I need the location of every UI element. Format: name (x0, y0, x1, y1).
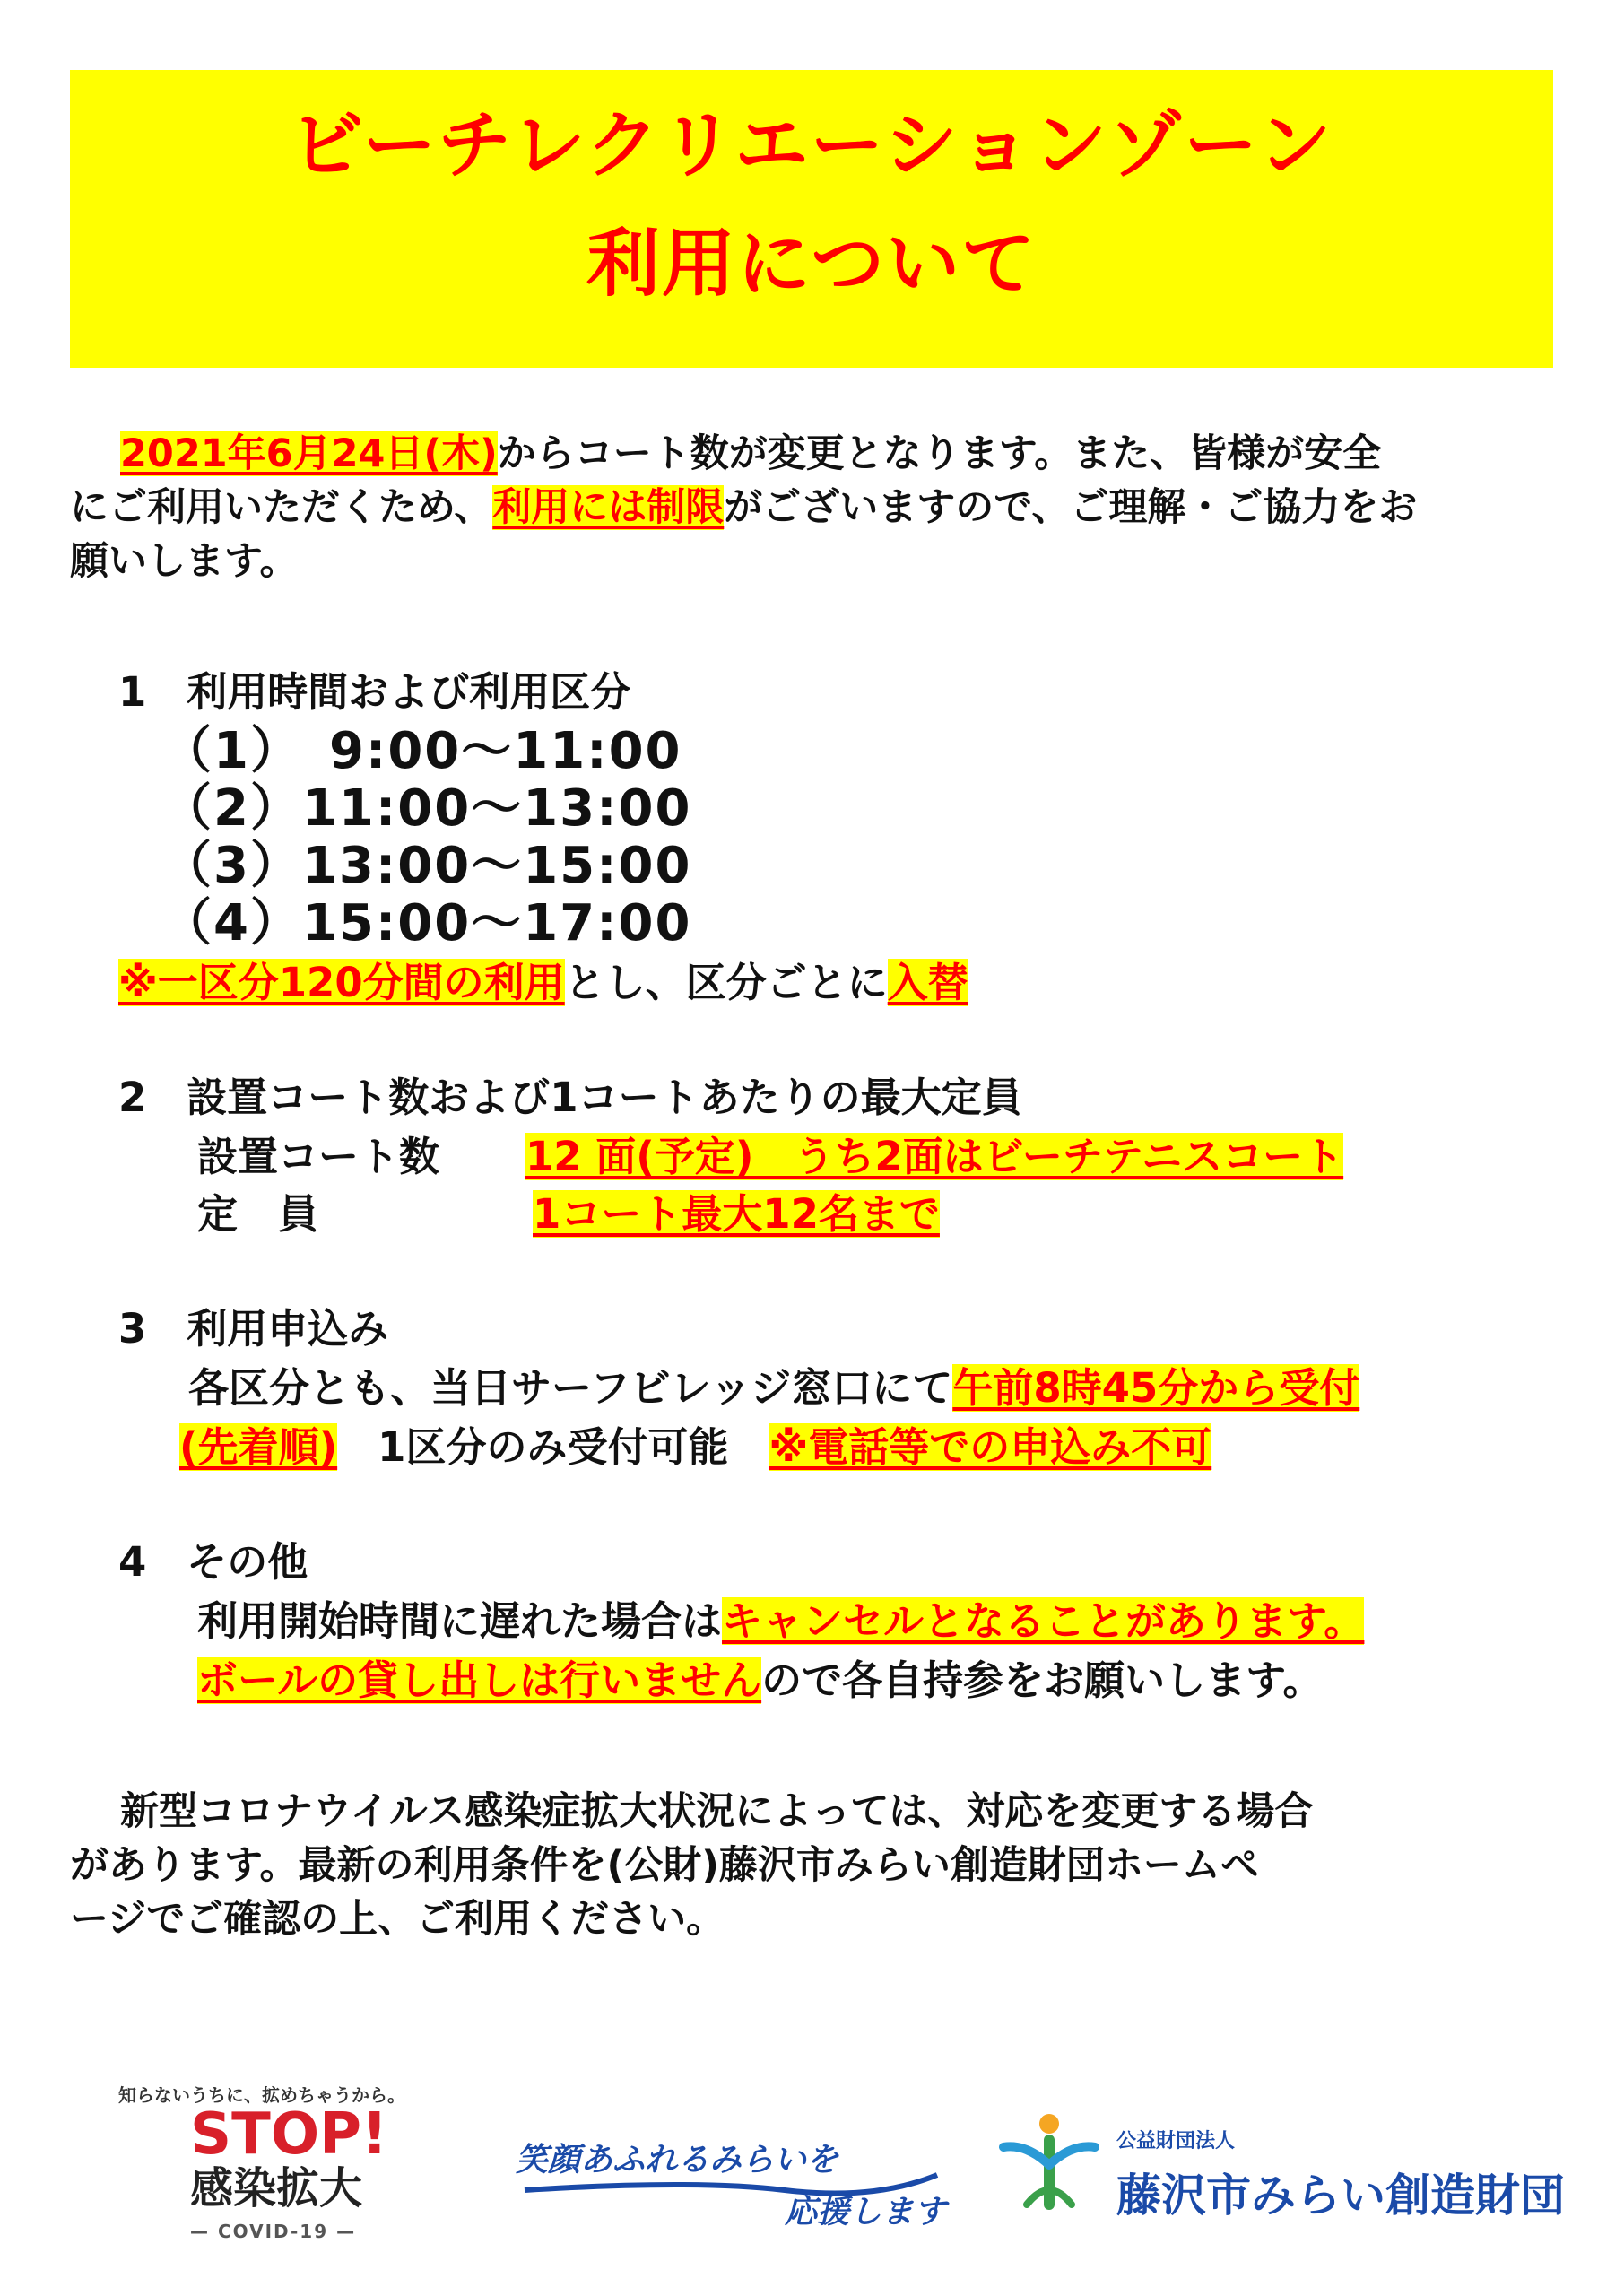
time-slot-2: （2）11:00～13:00 (161, 779, 692, 838)
section-1-note-text: とし、区分ごとに (564, 959, 888, 1006)
slogan-logo (516, 2135, 982, 2242)
time-slot-3: （3）13:00～15:00 (161, 837, 692, 895)
courts-value-highlight: 12 面(予定) うち2面はビーチテニスコート (525, 1133, 1344, 1180)
foundation-name: 藤沢市みらい創造財団 (1116, 2170, 1565, 2222)
slot-duration-highlight: ※一区分120分間の利用 (118, 959, 565, 1006)
section-1-note (118, 954, 968, 1012)
reception-time-highlight: 午前8時45分から受付 (952, 1364, 1360, 1412)
capacity-value (533, 1186, 940, 1243)
section-3-line-1-text: 各区分とも、当日サーフビレッジ窓口にて (188, 1364, 953, 1412)
section-4-line-2 (197, 1652, 1324, 1709)
date-highlight: 2021年6月24日(木) (120, 431, 498, 476)
limit-highlight: 利用には制限 (492, 485, 725, 530)
intro-paragraph (70, 427, 1417, 588)
capacity-label: 定 員 (197, 1190, 319, 1238)
swap-highlight: 入替 (887, 959, 968, 1006)
cancel-highlight: キャンセルとなることがあります。 (722, 1597, 1365, 1645)
capacity-value-highlight: 1コート最大12名まで (533, 1190, 940, 1238)
section-3-line-2-text: 1区分のみ受付可能 (337, 1423, 769, 1471)
foundation-logo (991, 2108, 1601, 2242)
slogan-line-2: 応援します (785, 2194, 947, 2231)
title-banner (70, 70, 1553, 368)
stop-kanji-text: 感染拡大 (190, 2163, 363, 2213)
time-slot-4: （4）15:00～17:00 (161, 894, 692, 952)
covid-text: — COVID-19 — (190, 2221, 357, 2242)
section-1-heading: 1 利用時間および利用区分 (118, 668, 631, 716)
first-come-highlight: (先着順) (179, 1423, 338, 1471)
footer-note-line-2: があります。最新の利用条件を(公財)藤沢市みらい創造財団ホームペ (70, 1843, 1259, 1888)
intro-text-4: 願いします。 (70, 539, 299, 584)
stop-tagline: 知らないうちに、拡めちゃうから。 (118, 2084, 405, 2106)
section-4-line-2-text: ので各自持参をお願いします。 (761, 1657, 1324, 1704)
footer-note-line-1: 新型コロナウイルス感染症拡大状況によっては、対応を変更する場合 (120, 1789, 1314, 1834)
section-3-line-2 (179, 1419, 1211, 1476)
people-emblem-icon (991, 2108, 1107, 2215)
courts-label: 設置コート数 (197, 1133, 440, 1180)
time-slot-1: （1） 9:00～11:00 (161, 722, 682, 780)
no-phone-highlight: ※電話等での申込み不可 (769, 1423, 1212, 1471)
stop-covid-logo (118, 2081, 414, 2251)
section-4-heading: 4 その他 (118, 1538, 308, 1586)
footer-note-line-3: ージでご確認の上、ご利用ください。 (70, 1897, 725, 1942)
slogan-wave-icon (516, 2135, 982, 2242)
footer-note (70, 1785, 1313, 1946)
slogan-line-1: 笑顔あふれるみらいを (516, 2142, 839, 2179)
no-ball-rental-highlight: ボールの貸し出しは行いません (197, 1657, 762, 1704)
intro-text-1: からコート数が変更となります。また、皆様が安全 (497, 431, 1382, 476)
section-4-line-1 (197, 1593, 1364, 1650)
intro-text-3: がございますので、ご理解・ご協力をお (724, 485, 1418, 530)
intro-text-2: にご利用いただくため、 (70, 485, 493, 530)
logo-area (0, 2063, 1624, 2260)
section-3-line-1 (188, 1360, 1359, 1417)
stop-text: STOP! (190, 2101, 388, 2168)
foundation-type: 公益財団法人 (1116, 2130, 1236, 2152)
title-line-2: 利用について (586, 222, 1038, 307)
section-4-line-1-text: 利用開始時間に遅れた場合は (197, 1597, 723, 1645)
section-2-heading: 2 設置コート数および1コートあたりの最大定員 (118, 1074, 1022, 1121)
courts-value (525, 1128, 1343, 1186)
section-3-heading: 3 利用申込み (118, 1305, 389, 1352)
title-line-1: ビーチレクリエーションゾーン (290, 103, 1333, 188)
